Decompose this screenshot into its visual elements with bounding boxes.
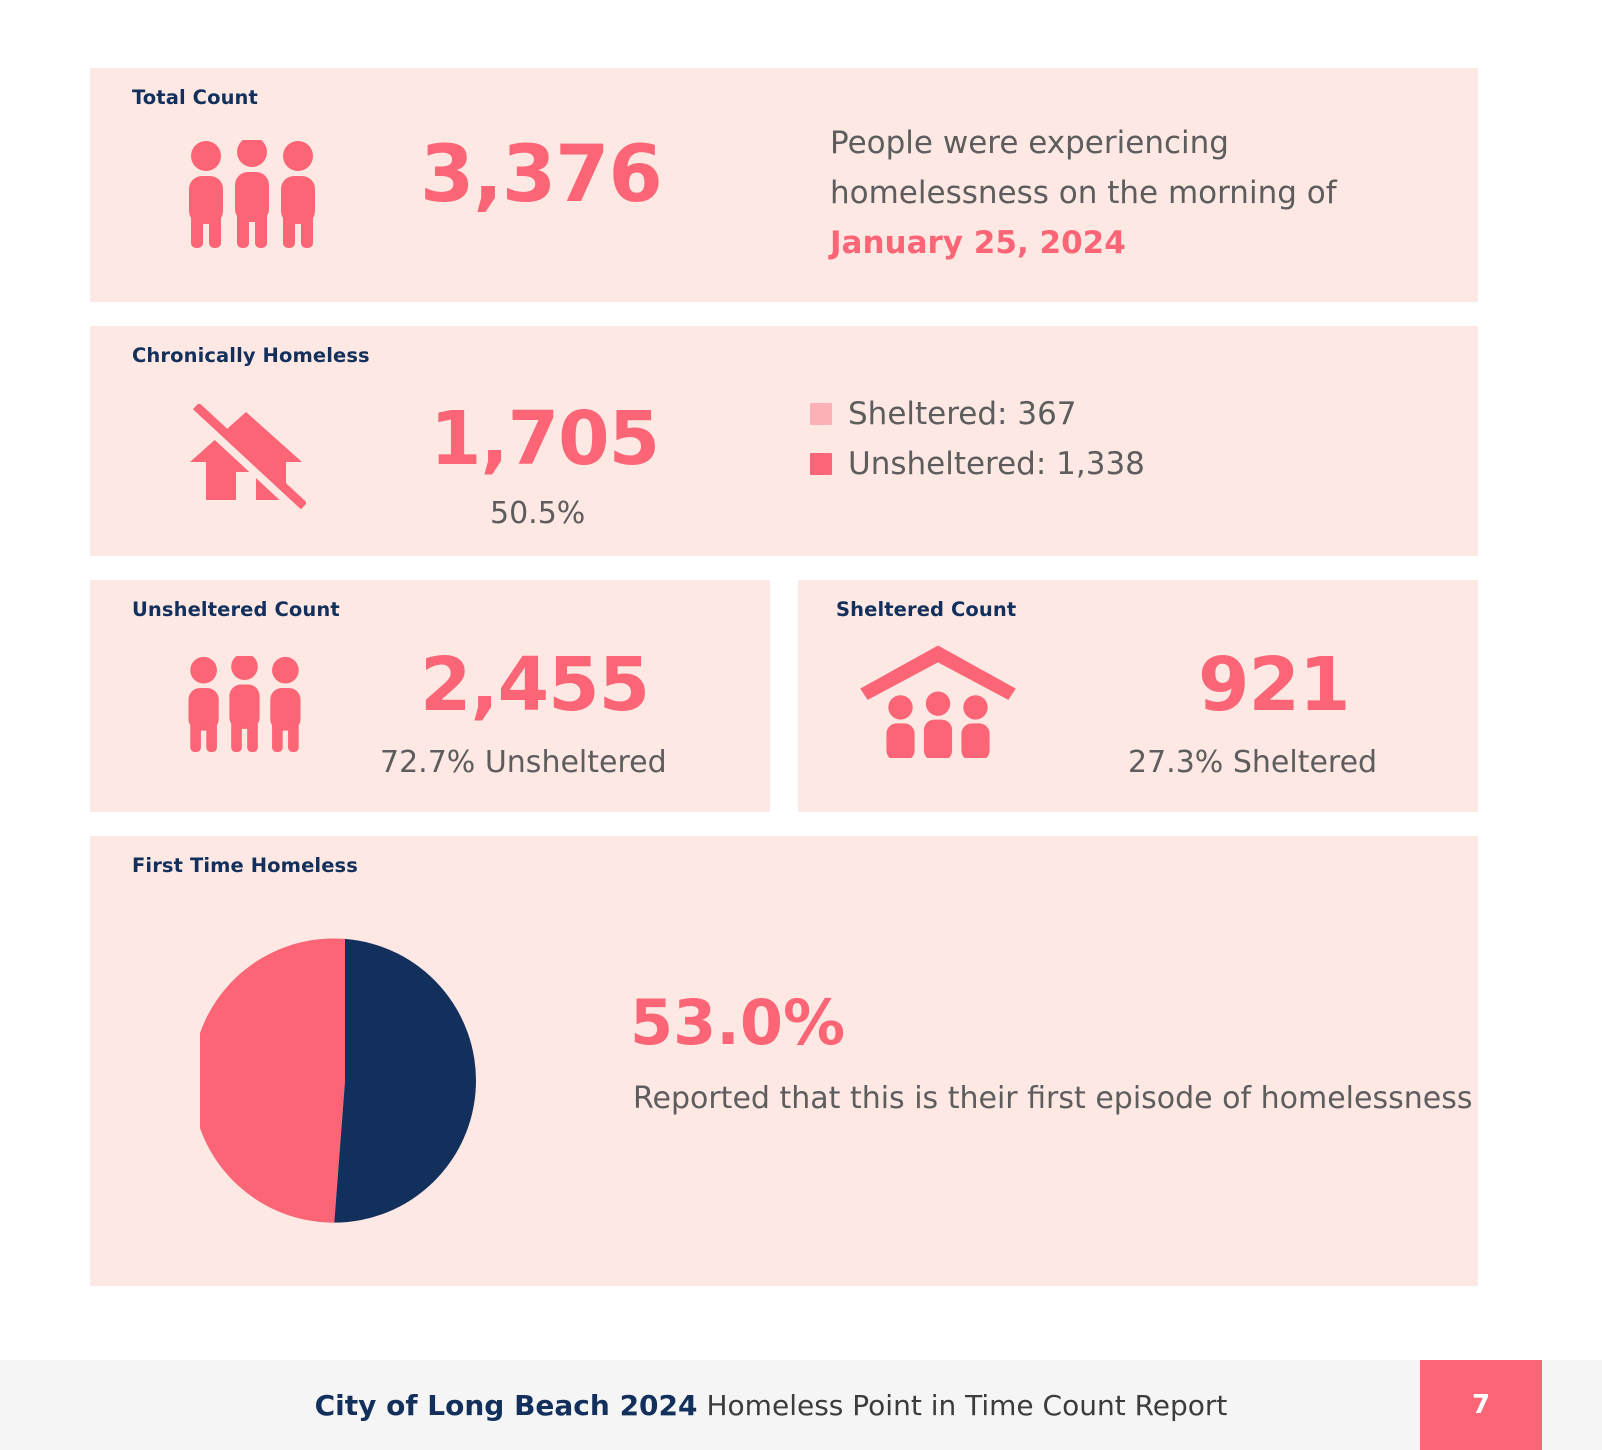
three-people-icon	[182, 140, 322, 252]
legend-swatch-unsheltered	[810, 453, 832, 475]
chronic-legend	[810, 396, 1145, 496]
legend-label-unsheltered: Unsheltered: 1,338	[848, 446, 1145, 482]
sheltered-count-value: 921	[1198, 642, 1350, 728]
legend-label-sheltered: Sheltered: 367	[848, 396, 1077, 432]
chronically-homeless-value: 1,705	[430, 396, 660, 482]
legend-item-sheltered	[810, 396, 1145, 432]
first-time-homeless-title: First Time Homeless	[132, 854, 358, 877]
page-footer	[0, 1360, 1602, 1450]
unsheltered-count-card	[90, 580, 770, 812]
three-people-icon	[182, 656, 307, 756]
chronically-homeless-title: Chronically Homeless	[132, 344, 370, 367]
legend-item-unsheltered	[810, 446, 1145, 482]
crossed-out-house-icon	[186, 404, 306, 516]
unsheltered-count-percent: 72.7% Unsheltered	[380, 745, 667, 780]
footer-title	[0, 1360, 1602, 1450]
footer-title-bold: City of Long Beach 2024	[314, 1388, 698, 1422]
unsheltered-count-title: Unsheltered Count	[132, 598, 340, 621]
pie-chart-icon	[200, 936, 490, 1230]
footer-title-rest: Homeless Point in Time Count Report	[706, 1388, 1228, 1422]
total-count-statement	[830, 118, 1430, 269]
page-left-margin	[0, 0, 18, 1360]
statement-line-1: People were experiencing	[830, 125, 1229, 161]
people-under-roof-icon	[858, 638, 1018, 762]
legend-swatch-sheltered	[810, 403, 832, 425]
first-time-homeless-percent: 53.0%	[630, 986, 846, 1059]
total-count-card	[90, 68, 1478, 302]
first-time-homeless-caption: Reported that this is their first episode of homelessness	[633, 1081, 1473, 1116]
statement-line-2: homelessness on the morning of	[830, 175, 1337, 212]
total-count-title: Total Count	[132, 86, 258, 109]
sheltered-count-percent: 27.3% Sheltered	[1128, 745, 1378, 780]
page-number-badge: 7	[1420, 1360, 1542, 1450]
count-date: January 25, 2024	[830, 225, 1126, 262]
chronically-homeless-percent: 50.5%	[490, 496, 586, 531]
chronically-homeless-card	[90, 326, 1478, 556]
unsheltered-count-value: 2,455	[420, 642, 650, 728]
counts-row	[90, 580, 1478, 812]
first-time-homeless-card	[90, 836, 1478, 1286]
sheltered-count-title: Sheltered Count	[836, 598, 1017, 621]
sheltered-count-card	[798, 580, 1478, 812]
total-count-value: 3,376	[420, 130, 662, 220]
infographic-content	[90, 68, 1478, 1286]
